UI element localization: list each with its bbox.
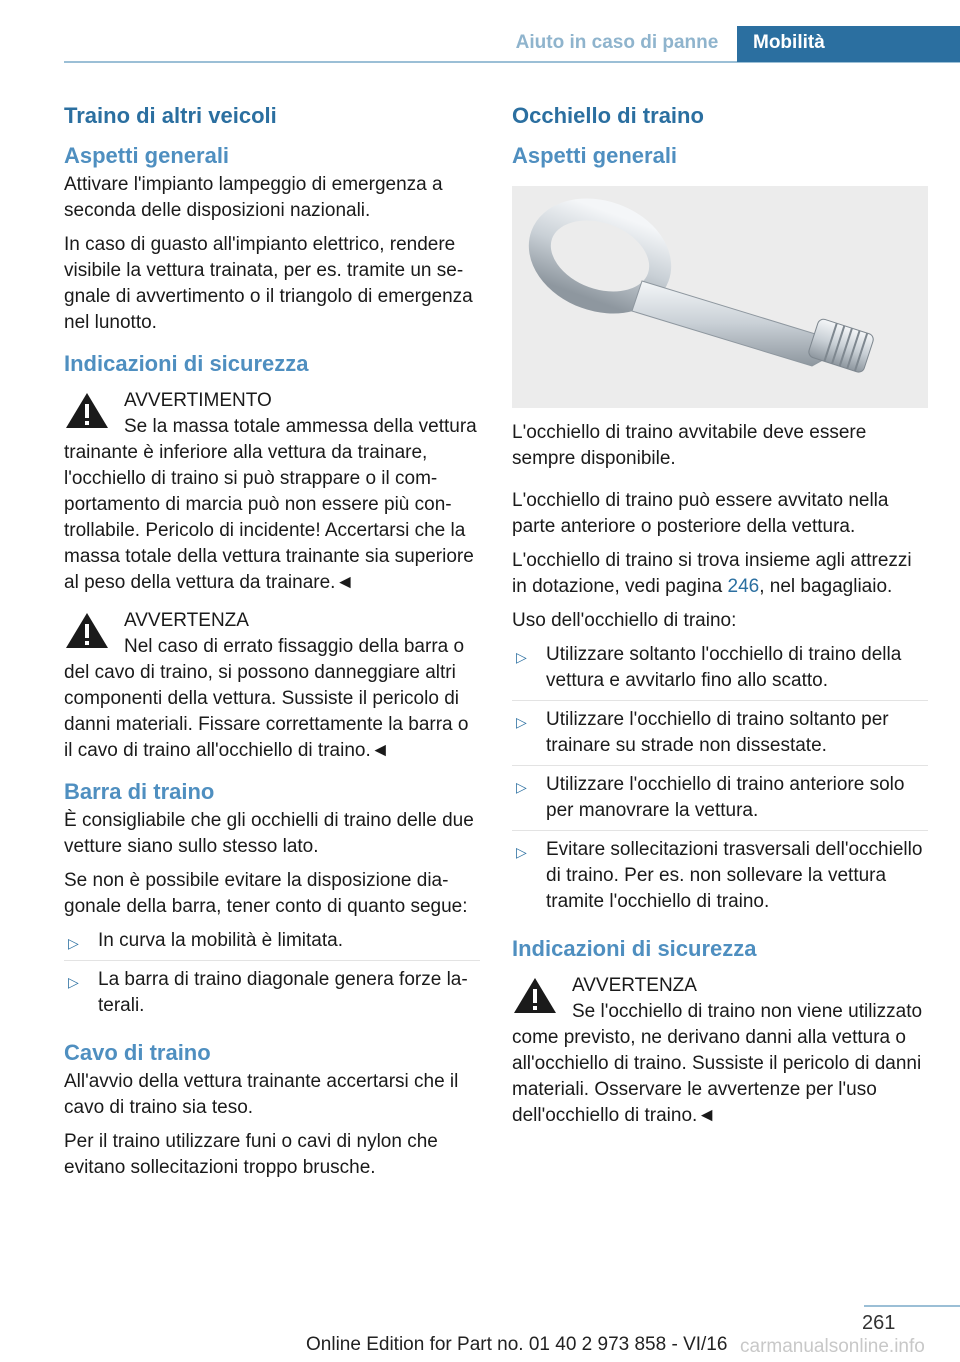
warning-text: Nel caso di errato fissaggio della barra o del cavo di traino, si possono danneggiare altri componenti della vettura. Sussiste il pericolo di danni materiali. Fissare correttamente la barra o il cavo di traino all'occhiello di traino.◄ [64,636,469,761]
page-number-rule [864,1305,960,1307]
warning-triangle-icon [64,390,110,430]
tow-eye-icon [512,186,928,408]
general-heading: Aspetti generali [64,143,230,168]
section-title-tow-eye: Occhiello di traino [512,103,704,128]
tow-eye-usage-list [512,642,928,921]
warning-block [64,388,480,596]
list-item: ▷ In curva la mobilità è limitata. [64,928,480,961]
paragraph: L'occhiello di traino si trova insieme agli attrezzi in dotazione, vedi pagina 246, nel bagagliaio. [512,550,912,597]
paragraph: In caso di guasto all'impianto elettrico, rendere visibile la vettura trainata, per es. tramite un segnale di avvertimento o il triangolo di emergenza nel lunotto. [64,234,473,333]
list-item: ▷ Utilizzare l'occhiello di traino anteriore solo per manovrare la vettura. [512,772,928,831]
page-link[interactable]: 246 [727,576,760,597]
paragraph: Uso dell'occhiello di traino: [512,610,737,631]
right-column [512,100,928,1141]
section-title-towing-others: Traino di altri veicoli [64,103,277,128]
chapter-tab[interactable]: Mobilità [737,26,960,62]
paragraph: Se non è possibile evitare la disposizione diagonale della barra, tener conto di quanto segue: [64,870,468,917]
warning-title: AVVERTENZA [572,975,697,996]
list-item: ▷ Evitare sollecitazioni trasversali dell'occhiello di traino. Per es. non sollevare la vettura tramite l'occhiello di traino. [516,839,923,912]
safety-heading: Indicazioni di sicurezza [512,936,757,961]
paragraph: All'avvio della vettura trainante accertarsi che il cavo di traino sia teso. [64,1071,459,1118]
warning-triangle-icon [512,975,558,1015]
bullet-triangle-icon: ▷ [516,714,527,730]
tow-eye-illustration [512,186,928,408]
bullet-triangle-icon: ▷ [516,779,527,795]
bullet-triangle-icon: ▷ [68,974,79,990]
bullet-triangle-icon: ▷ [68,935,79,951]
warning-triangle-icon [64,610,110,650]
safety-heading: Indicazioni di sicurezza [64,351,309,376]
watermark: carmanualsonline.info [740,1336,925,1357]
paragraph: Attivare l'impianto lampeggio di emergenza a seconda delle disposizioni nazionali. [64,174,443,221]
section-tab[interactable]: Aiuto in caso di panne [515,32,719,53]
tow-bar-list [64,928,480,1025]
page-number: 261 [862,1312,896,1334]
list-item: ▷ Utilizzare soltanto l'occhiello di traino della vettura e avvitarlo fino allo scatto. [512,642,928,701]
paragraph: L'occhiello di traino può essere avvitato nella parte anteriore o posteriore della vettura. [512,490,889,537]
paragraph: È consigliabile che gli occhielli di traino delle due vetture siano sullo stesso lato. [64,810,474,857]
warning-text: Se l'occhiello di traino non viene utilizzato come previsto, ne derivano danni alla vettura o all'occhiello di traino. Sussiste il pericolo di danni materiali. Osservare le avvertenze per l'uso dell'occhiello di traino.◄ [512,1001,923,1126]
tow-cable-heading: Cavo di traino [64,1040,211,1065]
general-heading: Aspetti generali [512,143,678,168]
warning-title: AVVERTIMENTO [124,390,272,411]
bullet-triangle-icon: ▷ [516,844,527,860]
left-column [64,100,480,1189]
paragraph: Per il traino utilizzare funi o cavi di nylon che evitano sollecitazioni troppo brusche. [64,1131,438,1178]
bullet-triangle-icon: ▷ [516,649,527,665]
warning-block [64,608,480,764]
warning-text: Se la massa totale ammessa della vettura trainante è inferiore alla vettura da trainare, l'occhiello di traino si può strappare o il comportamento di marcia può non essere più controllabile. Pericolo di incidente! Accertarsi che la massa totale della vettura trainante sia superiore al peso della vettura da trainare.◄ [64,416,477,593]
warning-title: AVVERTENZA [124,610,249,631]
paragraph: L'occhiello di traino avvitabile deve essere sempre disponibile. [512,422,867,469]
list-item: ▷ La barra di traino diagonale genera forze laterali. [68,969,468,1016]
tow-bar-heading: Barra di traino [64,779,215,804]
list-item: ▷ Utilizzare l'occhiello di traino soltanto per trainare su strade non dissestate. [512,707,928,766]
warning-block [512,973,928,1129]
edition-footer: Online Edition for Part no. 01 40 2 973 858 - VI/16 [306,1334,728,1355]
